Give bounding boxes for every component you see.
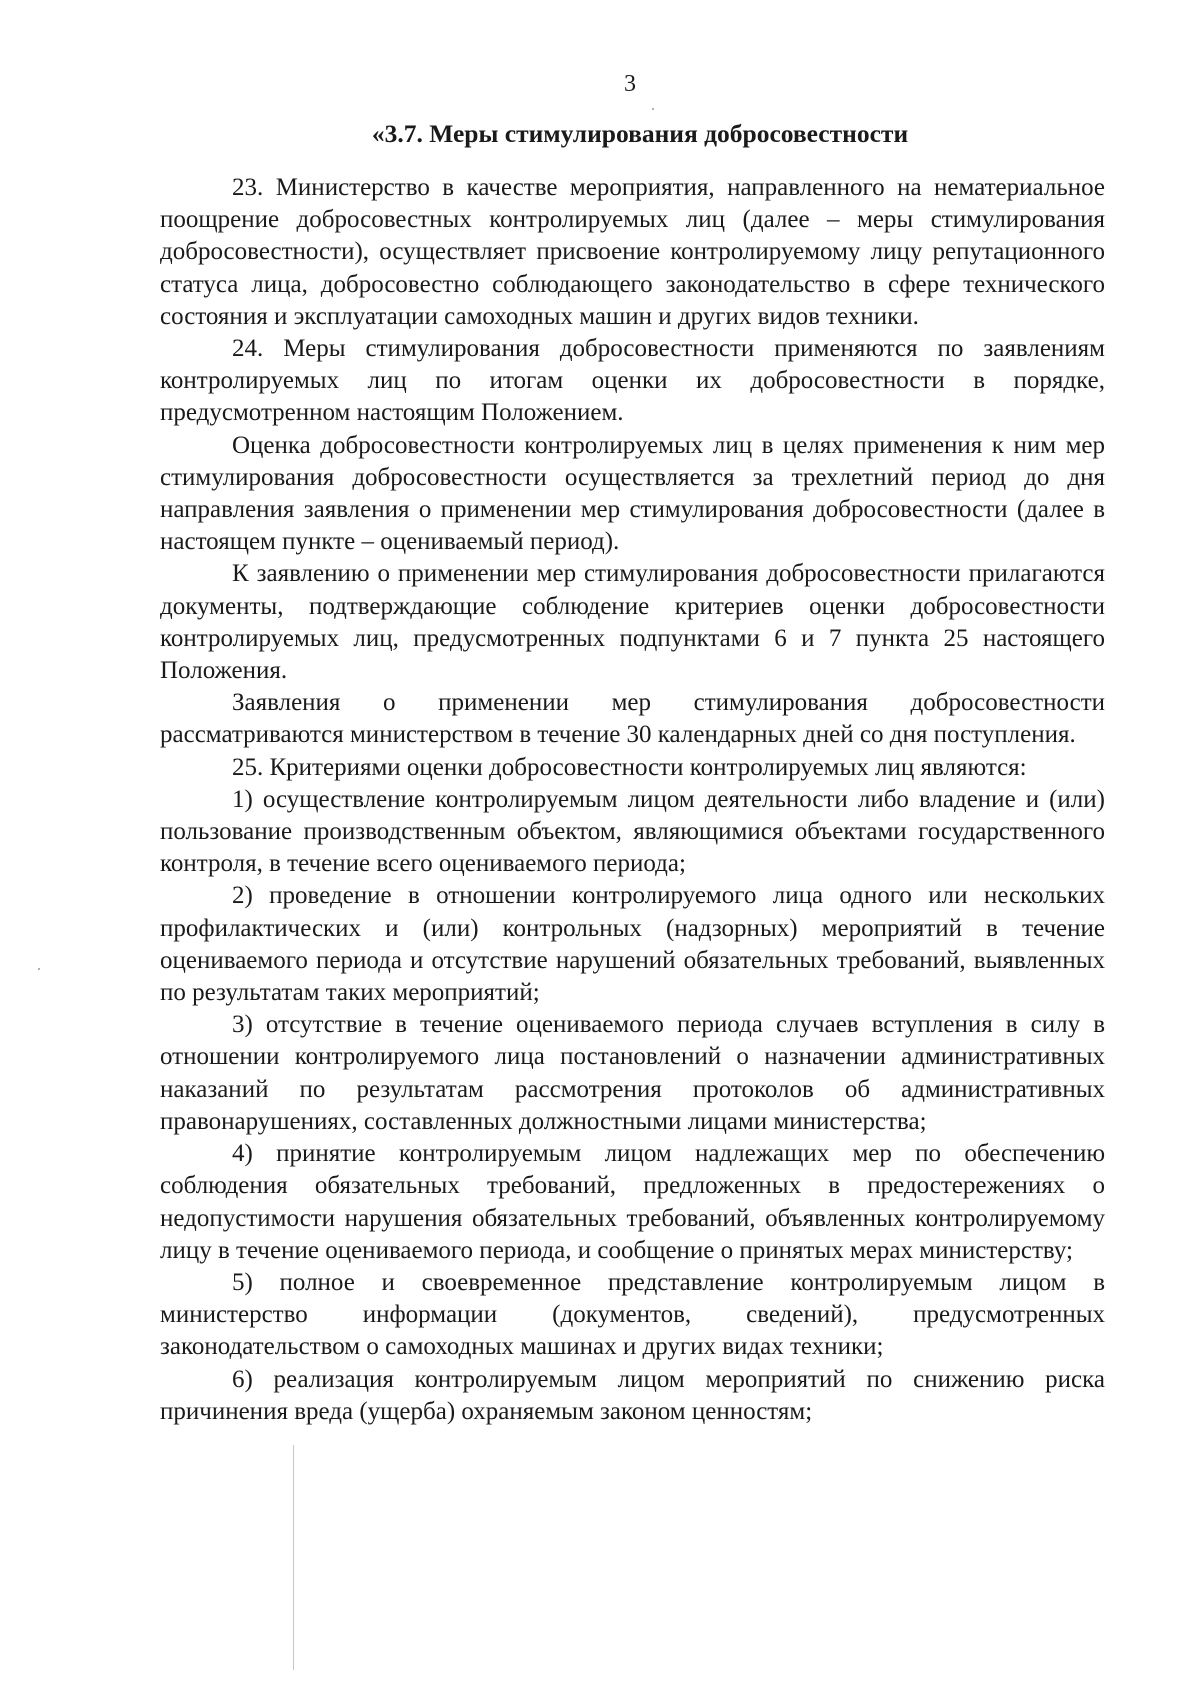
criterion-1: 1) осуществление контролируемым лицом деятельности либо владение и (или) пользование производственным объектом, являющимися объектами государственного контроля, в течение всего оцениваемого периода; [160, 785, 1105, 878]
scan-artifact-line [293, 1445, 294, 1670]
scan-artifact-speck [38, 968, 40, 970]
page-number: 3 [624, 71, 636, 97]
criterion-6: 6) реализация контролируемым лицом мероприятий по снижению риска причинения вреда (ущерба) охраняемым законом ценностям; [160, 1365, 1105, 1425]
document-body [160, 172, 1105, 1428]
paragraph-25: 25. Критериями оценки добросовестности контролируемых лиц являются: [232, 753, 1027, 781]
section-heading: «3.7. Меры стимулирования добросовестности [371, 119, 909, 148]
criterion-3: 3) отсутствие в течение оцениваемого периода случаев вступления в силу в отношении контролируемого лица постановлений о назначении административных наказаний по результатам рассмотрения протоколов об административных правонарушениях, составленных должностными лицами министерства; [160, 1011, 1105, 1135]
scan-artifact-speck [652, 108, 654, 110]
criterion-2: 2) проведение в отношении контролируемого лица одного или нескольких профилактических и (или) контрольных (надзорных) мероприятий в течение оцениваемого периода и отсутствие нарушений обязательных требований, выявленных по результатам таких мероприятий; [160, 882, 1105, 1007]
paragraph-review-term: Заявления о применении мер стимулирования добросовестности рассматриваются министерством в течение 30 календарных дней со дня поступления. [160, 689, 1105, 749]
criterion-4: 4) принятие контролируемым лицом надлежащих мер по обеспечению соблюдения обязательных требований, предложенных в предостережениях о недопустимости нарушения обязательных требований, объявленных контролируемому лицу в течение оцениваемого периода, и сообщение о принятых мерах министерству; [160, 1140, 1105, 1264]
paragraph-attached-documents: К заявлению о применении мер стимулирования добросовестности прилагаются документы, подтверждающие соблюдение критериев оценки добросовестности контролируемых лиц, предусмотренных подпунктами 6 и 7 пункта 25 настоящего Положения. [160, 560, 1105, 685]
criterion-5: 5) полное и своевременное представление контролируемым лицом в министерство информации (документов, сведений), предусмотренных законодательством о самоходных машинах и других видах техники; [160, 1268, 1105, 1361]
paragraph-assessment-period: Оценка добросовестности контролируемых лиц в целях применения к ним мер стимулирования добросовестности осуществляется за трехлетний период до дня направления заявления о применении мер стимулирования добросовестности (далее в настоящем пункте – оцениваемый период). [160, 431, 1105, 556]
paragraph-23: 23. Министерство в качестве мероприятия, направленного на нематериальное поощрение добросовестных контролируемых лиц (далее – меры стимулирования добросовестности), осуществляет присвоение контролируемому лицу репутационного статуса лица, добросовестно соблюдающего законодательство в сфере технического состояния и эксплуатации самоходных машин и других видов техники. [160, 174, 1105, 330]
paragraph-24: 24. Меры стимулирования добросовестности применяются по заявлениям контролируемых лиц по итогам оценки их добросовестности в порядке, предусмотренном настоящим Положением. [160, 335, 1105, 427]
